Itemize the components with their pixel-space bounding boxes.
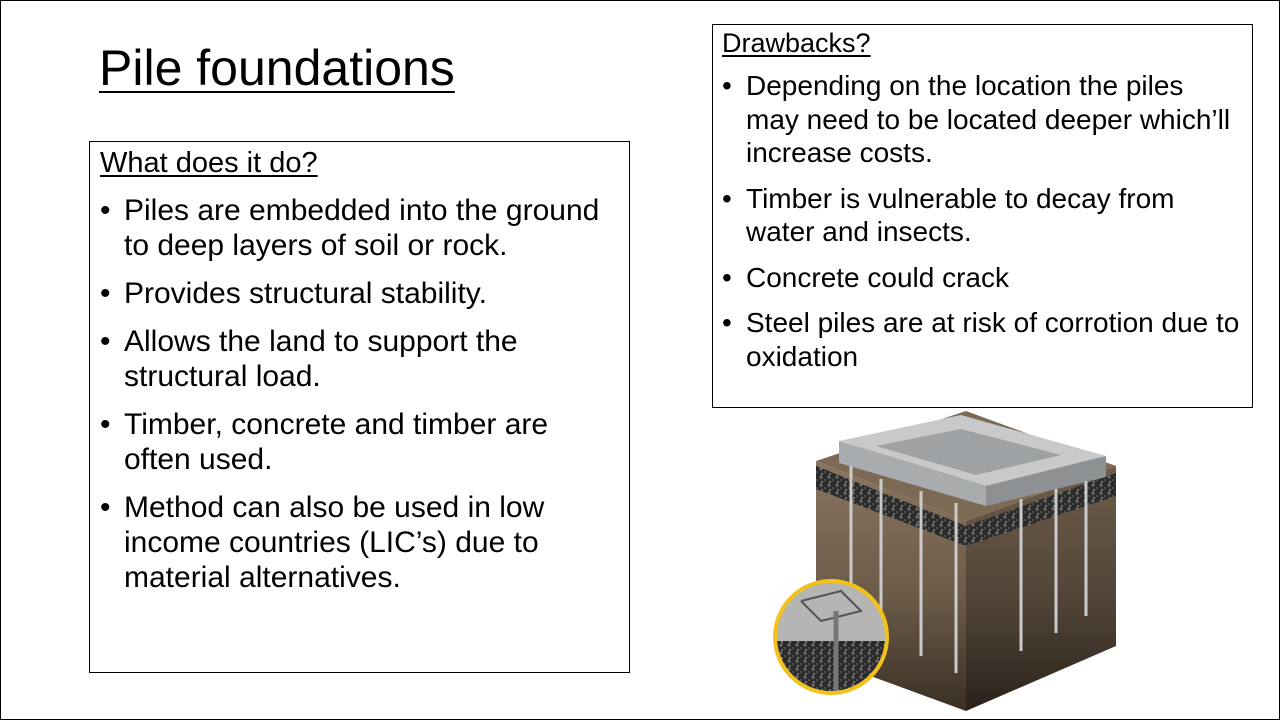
bullet-text: Depending on the location the piles may need to be located deeper which’ll increase costs. bbox=[746, 70, 1231, 168]
bullet-icon: • bbox=[100, 194, 111, 227]
bullet-icon: • bbox=[100, 408, 111, 441]
bullet-item bbox=[100, 490, 619, 595]
bullet-item bbox=[100, 276, 619, 311]
bullet-item bbox=[722, 182, 1242, 249]
what-does-it-do-heading: What does it do? bbox=[100, 147, 318, 179]
drawbacks-box bbox=[712, 24, 1253, 408]
drawbacks-heading: Drawbacks? bbox=[722, 28, 871, 58]
bullet-text: Allows the land to support the structural load. bbox=[124, 325, 518, 393]
bullet-item bbox=[722, 69, 1242, 170]
bullet-icon: • bbox=[722, 261, 732, 293]
bullet-text: Method can also be used in low income countries (LIC’s) due to material alternatives. bbox=[124, 491, 545, 594]
bullet-text: Provides structural stability. bbox=[124, 277, 487, 310]
bullet-icon: • bbox=[722, 70, 732, 101]
what-does-it-do-box bbox=[89, 141, 630, 673]
bullet-item bbox=[722, 306, 1242, 373]
bullet-icon: • bbox=[722, 307, 732, 338]
bullet-item bbox=[100, 193, 619, 263]
bullet-text: Concrete could crack bbox=[746, 261, 1010, 293]
bullet-icon: • bbox=[722, 182, 732, 214]
bullet-text: Piles are embedded into the ground to deep layers of soil or rock. bbox=[124, 194, 600, 262]
bullet-item bbox=[722, 261, 1242, 295]
drawbacks-list bbox=[722, 69, 1242, 373]
slide-title: Pile foundations bbox=[99, 40, 455, 96]
bullet-text: Timber, concrete and timber are often used. bbox=[124, 408, 549, 476]
bullet-icon: • bbox=[100, 325, 111, 358]
bullet-item bbox=[100, 407, 619, 477]
bullet-item bbox=[100, 324, 619, 394]
what-does-it-do-list bbox=[100, 193, 619, 595]
bullet-text: Steel piles are at risk of corrotion due to oxidation bbox=[746, 307, 1240, 372]
bullet-icon: • bbox=[100, 491, 111, 524]
bullet-icon: • bbox=[100, 277, 111, 310]
pile-foundation-illustration bbox=[771, 411, 1131, 720]
bullet-text: Timber is vulnerable to decay from water and insects. bbox=[746, 182, 1175, 247]
